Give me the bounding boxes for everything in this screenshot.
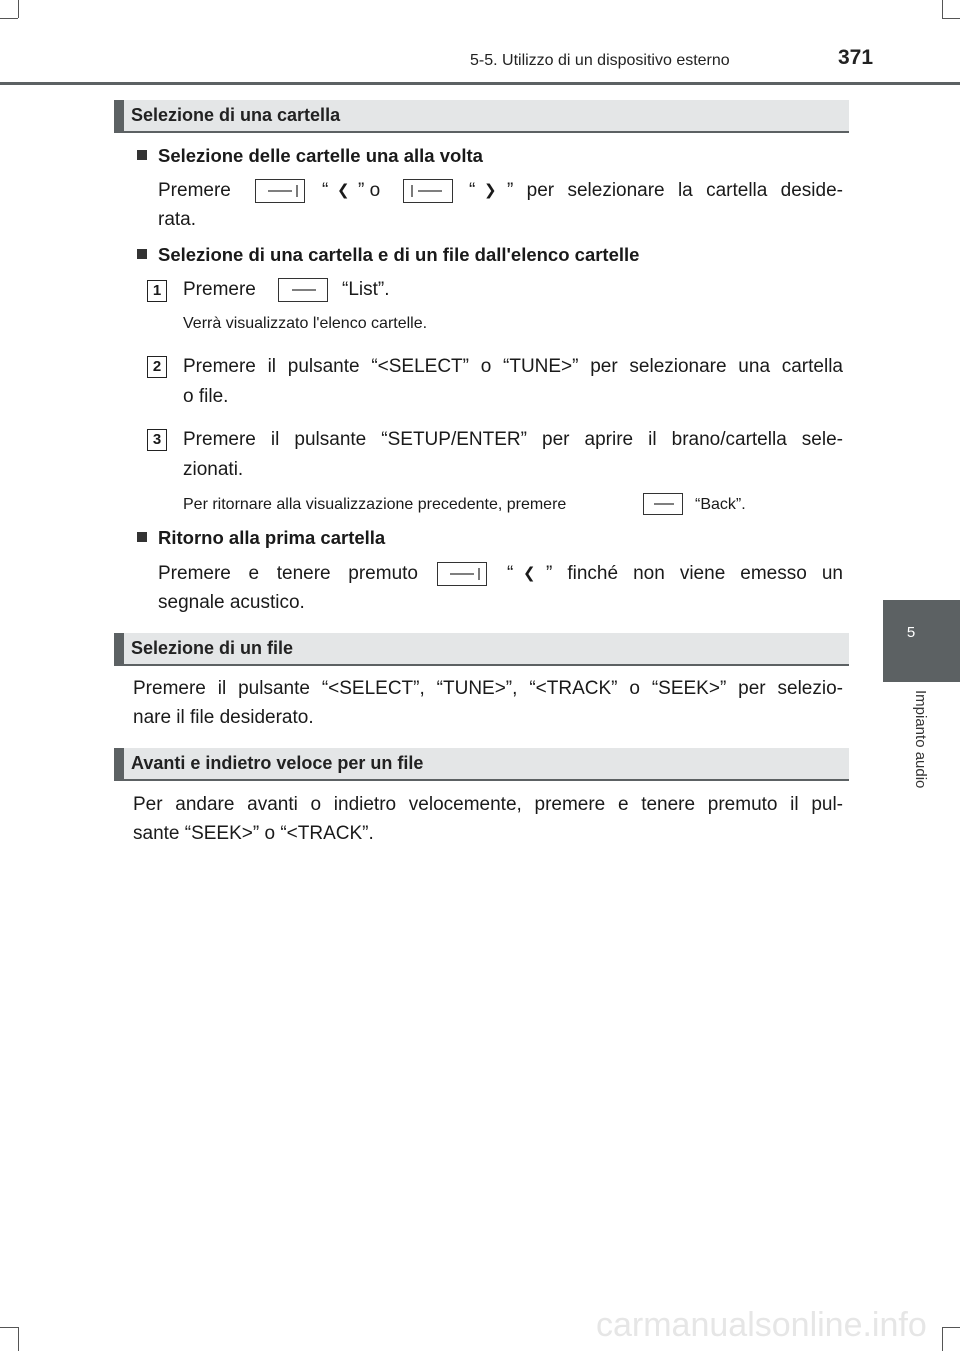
subsection-title: Selezione delle cartelle una alla volta bbox=[158, 145, 483, 166]
section-heading bbox=[114, 633, 849, 666]
button-icon bbox=[438, 563, 488, 587]
control-button bbox=[403, 179, 453, 203]
body-text: segnale acustico. bbox=[158, 592, 305, 613]
button-icon bbox=[404, 180, 454, 204]
body-text: nare il file desiderato. bbox=[133, 707, 314, 728]
subsection-title: Selezione di una cartella e di un file dall'elenco cartelle bbox=[158, 244, 640, 265]
button-icon bbox=[279, 279, 329, 303]
body-text: Premere bbox=[158, 180, 231, 201]
control-button bbox=[255, 179, 305, 203]
subsection-title: Ritorno alla prima cartella bbox=[158, 527, 386, 548]
chapter-tab bbox=[883, 600, 960, 682]
section-heading bbox=[114, 100, 849, 133]
section-title: Selezione di una cartella bbox=[131, 105, 341, 125]
body-text: o file. bbox=[183, 386, 229, 407]
crop-mark bbox=[0, 1327, 18, 1328]
chevron-left-icon: ❮ bbox=[337, 182, 350, 199]
running-header: 5-5. Utilizzo di un dispositivo esterno bbox=[470, 52, 730, 69]
chapter-number: 5 bbox=[906, 624, 916, 641]
crop-mark bbox=[18, 1327, 19, 1351]
subsection-bullet bbox=[137, 150, 147, 160]
step-number: 1 bbox=[147, 280, 167, 302]
section-title: Avanti e indietro veloce per un file bbox=[131, 753, 424, 773]
chapter-label: Impianto audio bbox=[912, 690, 929, 789]
body-text: Per andare avanti o indietro velocemente, premere e tenere premuto il pul- bbox=[133, 794, 843, 815]
chevron-left-icon: ❮ bbox=[523, 565, 536, 582]
step-note: “Back”. bbox=[695, 496, 746, 513]
body-text: zionati. bbox=[183, 459, 244, 480]
page-number: 371 bbox=[838, 46, 874, 69]
button-icon bbox=[644, 494, 684, 516]
body-text: ” per selezionare la cartella deside- bbox=[507, 180, 843, 201]
body-text: ” finché non viene emesso un bbox=[546, 563, 843, 584]
body-text: sante “SEEK>” o “<TRACK”. bbox=[133, 823, 374, 844]
list-button bbox=[278, 278, 328, 302]
body-text: Premere il pulsante “SETUP/ENTER” per aprire il brano/cartella sele- bbox=[183, 429, 843, 450]
button-icon bbox=[256, 180, 306, 204]
quote-mark: “ bbox=[322, 180, 329, 201]
crop-mark bbox=[18, 0, 19, 18]
crop-mark bbox=[942, 1327, 960, 1328]
crop-mark bbox=[0, 18, 18, 19]
step-number: 3 bbox=[147, 429, 167, 451]
subsection-bullet bbox=[137, 249, 147, 259]
back-button bbox=[643, 493, 683, 515]
quote-mark: “ bbox=[507, 563, 514, 584]
crop-mark bbox=[942, 18, 960, 19]
body-text: Premere il pulsante “<SELECT” o “TUNE>” per selezionare una cartella bbox=[183, 356, 843, 377]
section-title: Selezione di un file bbox=[131, 638, 294, 658]
step-number: 2 bbox=[147, 356, 167, 378]
quote-mark: “ bbox=[469, 180, 476, 201]
body-text: rata. bbox=[158, 209, 197, 230]
step-note: Verrà visualizzato l'elenco cartelle. bbox=[183, 315, 428, 332]
body-text: Premere bbox=[183, 279, 256, 300]
section-heading bbox=[114, 748, 849, 781]
chevron-right-icon: ❯ bbox=[484, 182, 497, 199]
crop-mark bbox=[942, 0, 943, 18]
subsection-bullet bbox=[137, 532, 147, 542]
watermark: carmanualsonline.info bbox=[596, 1306, 927, 1344]
control-button bbox=[437, 562, 487, 586]
body-text: ” o bbox=[358, 180, 381, 201]
body-text: Premere e tenere premuto bbox=[158, 563, 418, 584]
body-text: Premere il pulsante “<SELECT”, “TUNE>”, “<TRACK” o “SEEK>” per selezio- bbox=[133, 678, 843, 699]
step-note: Per ritornare alla visualizzazione precedente, premere bbox=[183, 496, 567, 513]
header-rule bbox=[0, 82, 960, 85]
crop-mark bbox=[942, 1327, 943, 1351]
body-text: “List”. bbox=[342, 279, 390, 300]
